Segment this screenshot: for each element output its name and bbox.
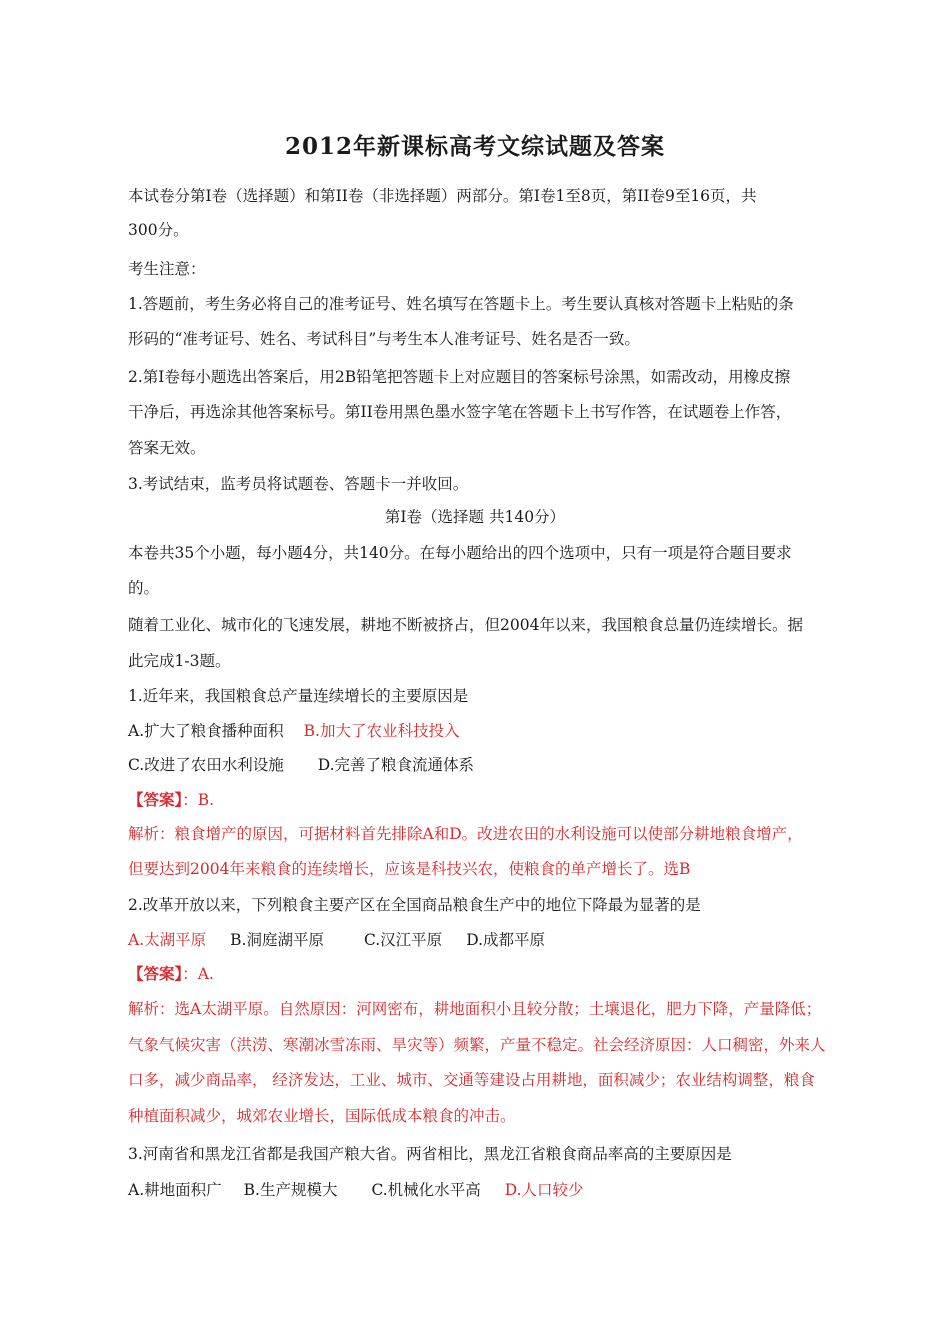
option-b: B.生产规模大 — [243, 1181, 338, 1199]
analysis-text: 解析：选A太湖平原。自然原因：河网密布，耕地面积小且较分散；土壤退化，肥力下降，产量降低； — [128, 1000, 822, 1018]
intro-line: 300分。 — [128, 221, 189, 239]
answer-line — [128, 788, 828, 810]
notice-item: 干净后，再选涂其他答案标号。第II卷用黑色墨水签字笔在答题卡上书写作答，在试题卷上作答， — [128, 403, 792, 421]
answer-label: 【答案】 — [128, 790, 183, 809]
option-c: C.机械化水平高 — [371, 1181, 481, 1199]
question-stem: 1.近年来，我国粮食总产量连续增长的主要原因是 — [128, 687, 469, 705]
analysis-text: 种植面积减少，城郊农业增长，国际低成本粮食的冲击。 — [128, 1107, 516, 1125]
option-c: C.汉江平原 — [363, 931, 443, 949]
material-text: 此完成1-3题。 — [128, 652, 231, 670]
question-stem: 2.改革开放以来，下列粮食主要产区在全国商品粮食生产中的地位下降最为显著的是 — [128, 896, 701, 914]
option-b: B.洞庭湖平原 — [230, 931, 324, 949]
material-text: 随着工业化、城市化的飞速发展，耕地不断被挤占，但2004年以来，我国粮食总量仍连续增长。据 — [128, 616, 803, 634]
answer-value: ：A. — [182, 965, 214, 983]
option-a: A.扩大了粮食播种面积 — [128, 722, 284, 740]
answer-value: ：B. — [182, 791, 215, 809]
question-stem: 3.河南省和黑龙江省都是我国产粮大省。两省相比，黑龙江省粮食商品率高的主要原因是 — [128, 1145, 732, 1163]
notice-item: 3.考试结束，监考员将试题卷、答题卡一并收回。 — [128, 475, 469, 493]
analysis-text: 口多，减少商品率， 经济发达，工业、城市、交通等建设占用耕地，面积减少；农业结构调整，粮食 — [128, 1071, 815, 1089]
question-options — [128, 1178, 828, 1200]
page-title: 2012年新课标高考文综试题及答案 — [284, 133, 665, 160]
option-b-correct: B.加大了农业科技投入 — [303, 722, 460, 740]
notice-item: 答案无效。 — [128, 439, 206, 457]
notice-item: 2.第Ⅰ卷每小题选出答案后，用2B铅笔把答题卡上对应题目的答案标号涂黑，如需改动，用橡皮擦 — [128, 368, 791, 386]
option-a-correct: A.太湖平原 — [128, 931, 207, 949]
option-d-correct: D.人口较少 — [504, 1181, 584, 1199]
analysis-text: 但要达到2004年来粮食的连续增长，应该是科技兴农，使粮食的单产增长了。选B — [128, 860, 691, 878]
option-d: D.成都平原 — [466, 931, 546, 949]
section-desc: 的。 — [128, 579, 160, 597]
option-c: C.改进了农田水利设施 — [128, 756, 284, 774]
notice-item: 1.答题前，考生务必将自己的准考证号、姓名填写在答题卡上。考生要认真核对答题卡上粘贴的条 — [128, 295, 794, 313]
analysis-text: 解析：粮食增产的原因，可据材料首先排除A和D。改进农田的水利设施可以使部分耕地粮食增产， — [128, 825, 803, 843]
option-d: D.完善了粮食流通体系 — [317, 756, 475, 774]
answer-label: 【答案】 — [128, 964, 183, 983]
question-options — [128, 719, 828, 741]
answer-line — [128, 962, 828, 984]
notice-heading: 考生注意： — [128, 260, 206, 278]
section-desc: 本卷共35个小题，每小题4分，共140分。在每小题给出的四个选项中，只有一项是符合题目要求 — [128, 544, 792, 562]
analysis-text: 气象气候灾害（洪涝、寒潮冰雪冻雨、旱灾等）频繁，产量不稳定。社会经济原因：人口稠密，外来人 — [128, 1036, 826, 1054]
intro-line: 本试卷分第Ⅰ卷（选择题）和第II卷（非选择题）两部分。第Ⅰ卷1至8页，第II卷9至16页，共 — [128, 187, 757, 205]
option-a: A.耕地面积广 — [128, 1181, 222, 1199]
question-options — [128, 928, 828, 950]
question-options — [128, 753, 828, 775]
notice-item: 形码的“准考证号、姓名、考试科目”与考生本人准考证号、姓名是否一致。 — [128, 330, 640, 348]
section-heading: 第Ⅰ卷（选择题 共140分） — [384, 508, 566, 526]
